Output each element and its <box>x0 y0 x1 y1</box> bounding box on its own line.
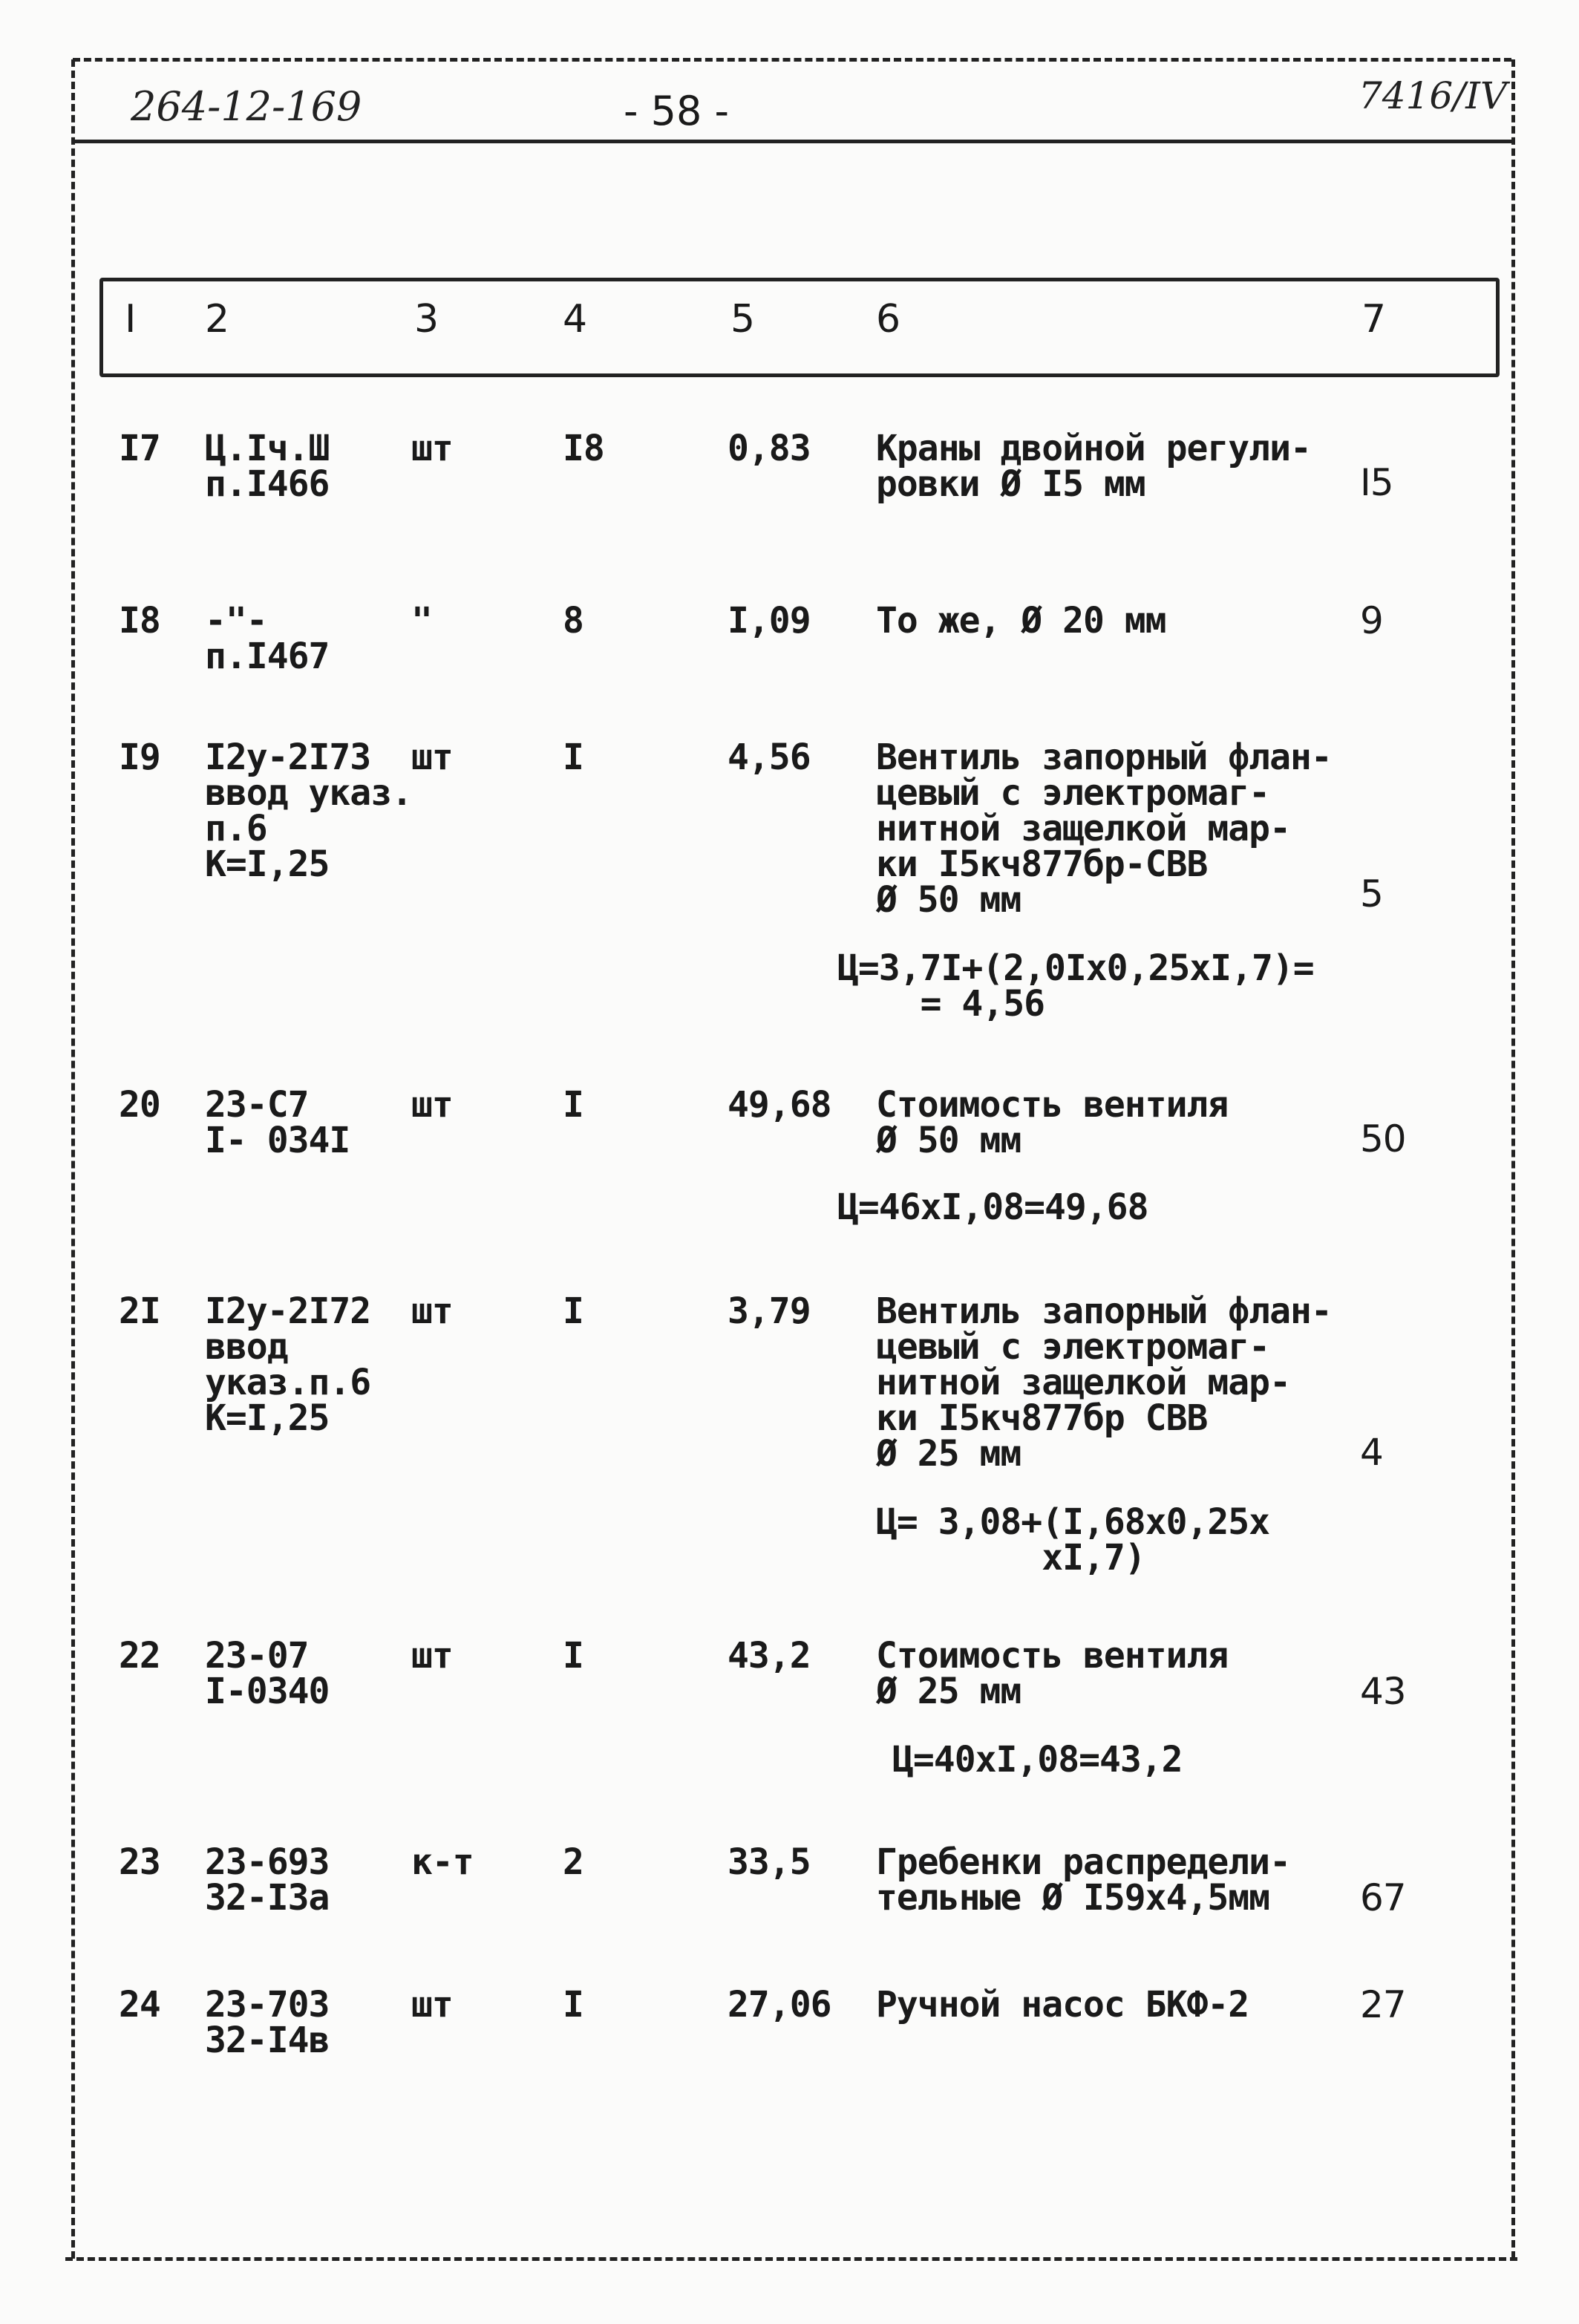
row-calculation: Ц= 3,08+(I,68х0,25х хI,7) <box>876 1501 1270 1579</box>
row-calculation: Ц=40хI,08=43,2 <box>892 1739 1183 1780</box>
page-number: - 58 - <box>624 88 730 134</box>
row-calculation: Ц=3,7I+(2,0Iх0,25хI,7)= = 4,56 <box>837 947 1314 1025</box>
row-code: I2у-2I73 ввод указ. п.6 К=I,25 <box>205 737 412 885</box>
row-price: 4,56 <box>728 737 811 778</box>
row-description: То же, Ø 20 мм <box>876 600 1166 642</box>
row-unit: " <box>411 600 432 642</box>
row-quantity: I <box>563 1290 583 1332</box>
row-calculation: Ц=46хI,08=49,68 <box>837 1187 1148 1228</box>
row-price: 0,83 <box>728 428 811 469</box>
row-quantity: 8 <box>563 600 583 642</box>
row-number: I7 <box>119 428 160 469</box>
row-code: 23-703 32-I4в <box>205 1984 330 2061</box>
row-total: 9 <box>1360 599 1383 642</box>
row-price: 33,5 <box>728 1841 811 1883</box>
row-description: Ручной насос БКФ-2 <box>876 1984 1249 2026</box>
row-price: 27,06 <box>728 1984 831 2026</box>
row-quantity: I <box>563 1084 583 1126</box>
row-total: I5 <box>1360 461 1393 504</box>
row-unit: шт <box>411 737 453 778</box>
row-number: I9 <box>119 737 160 778</box>
row-unit: к-т <box>411 1841 474 1883</box>
column-header-3: 3 <box>414 297 439 342</box>
column-header-4: 4 <box>563 297 588 342</box>
row-number: 24 <box>119 1984 160 2026</box>
row-total: 67 <box>1360 1876 1406 1919</box>
row-unit: шт <box>411 1984 453 2026</box>
row-description: Стоимость вентиля Ø 50 мм <box>876 1084 1229 1161</box>
column-header-box <box>99 278 1500 377</box>
row-description: Вентиль запорный флан- цевый с электромаг- нитной защелкой мар- ки I5кч877бр СВВ Ø 25 мм <box>876 1290 1332 1475</box>
row-code: -"- п.I467 <box>205 600 330 677</box>
row-code: I2у-2I72 ввод указ.п.6 К=I,25 <box>205 1290 371 1439</box>
row-description: Краны двойной регули- ровки Ø I5 мм <box>876 428 1311 505</box>
column-header-7: 7 <box>1361 297 1387 342</box>
row-total: 43 <box>1360 1670 1406 1713</box>
row-total: 5 <box>1360 872 1383 915</box>
row-code: 23-С7 I- 034I <box>205 1084 350 1161</box>
sheet-ref: 7416/IV <box>1359 74 1507 117</box>
row-price: 43,2 <box>728 1635 811 1677</box>
row-price: 49,68 <box>728 1084 831 1126</box>
doc-code: 264-12-169 <box>131 83 362 130</box>
row-price: I,09 <box>728 600 811 642</box>
column-header-2: 2 <box>205 297 230 342</box>
row-unit: шт <box>411 1635 453 1677</box>
row-number: 20 <box>119 1084 160 1126</box>
frame-bottom-border <box>65 2257 1517 2261</box>
row-total: 50 <box>1360 1117 1406 1161</box>
row-description: Вентиль запорный флан- цевый с электромаг- нитной защелкой мар- ки I5кч877бр-СВВ Ø 50 мм <box>876 737 1332 921</box>
row-number: 22 <box>119 1635 160 1677</box>
row-total: 27 <box>1360 1983 1406 2026</box>
header-rule <box>71 140 1511 143</box>
row-total: 4 <box>1360 1431 1383 1474</box>
row-quantity: I <box>563 737 583 778</box>
row-code: Ц.Iч.Ш п.I466 <box>205 428 330 505</box>
row-number: 23 <box>119 1841 160 1883</box>
row-quantity: I <box>563 1635 583 1677</box>
row-quantity: I8 <box>563 428 604 469</box>
row-number: 2I <box>119 1290 160 1332</box>
row-description: Гребенки распредели- тельные Ø I59х4,5мм <box>876 1841 1290 1919</box>
row-quantity: I <box>563 1984 583 2026</box>
row-unit: шт <box>411 428 453 469</box>
column-header-6: 6 <box>876 297 901 342</box>
row-description: Стоимость вентиля Ø 25 мм <box>876 1635 1229 1712</box>
row-code: 23-693 32-I3а <box>205 1841 330 1919</box>
frame-right-border <box>1511 59 1515 2259</box>
frame-top-border <box>73 58 1511 62</box>
row-unit: шт <box>411 1290 453 1332</box>
column-header-5: 5 <box>730 297 756 342</box>
row-quantity: 2 <box>563 1841 583 1883</box>
column-header-1: I <box>125 297 137 342</box>
row-number: I8 <box>119 600 160 642</box>
row-code: 23-07 I-0340 <box>205 1635 330 1712</box>
frame-left-border <box>71 59 75 2259</box>
row-price: 3,79 <box>728 1290 811 1332</box>
row-unit: шт <box>411 1084 453 1126</box>
